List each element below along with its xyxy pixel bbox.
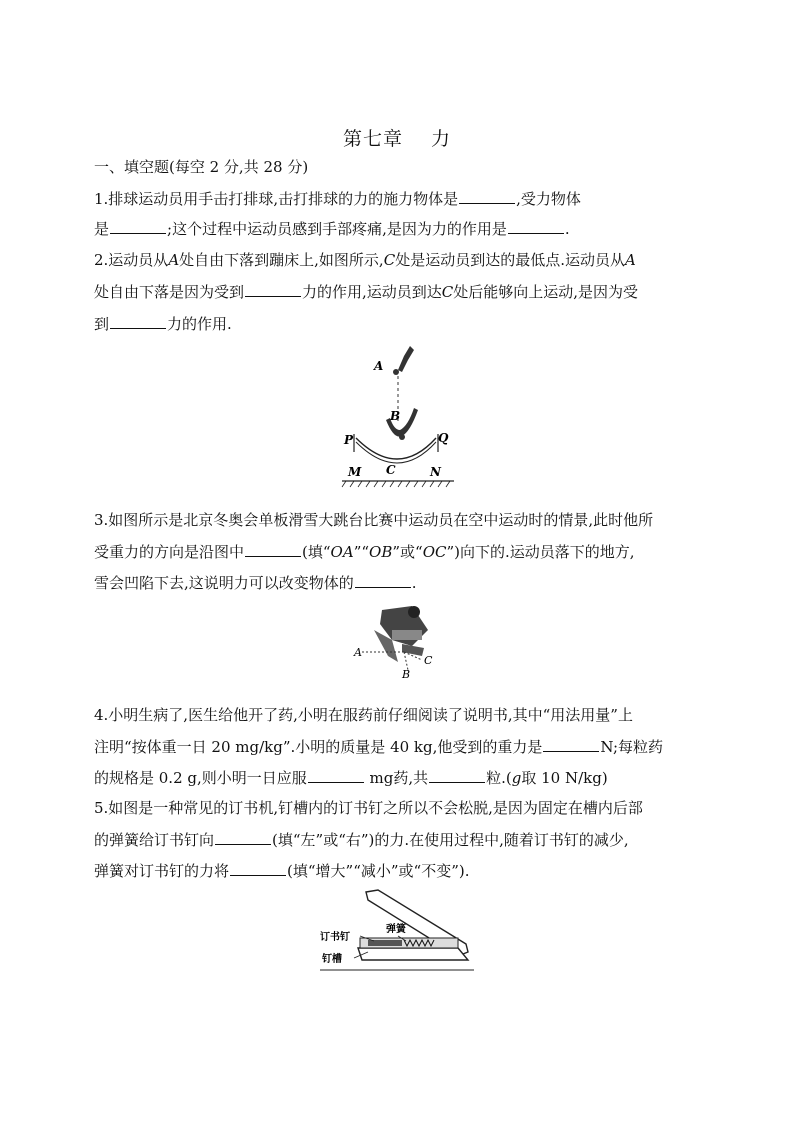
- q2-line1: 2.运动员从A处自由下落到蹦床上,如图所示,C处是运动员到达的最低点.运动员从A: [94, 251, 636, 269]
- trampoline-figure: [338, 340, 458, 492]
- chapter-topic: 力: [431, 128, 452, 150]
- fig2-label-a: A: [354, 646, 362, 659]
- ground-hatch: [342, 481, 450, 487]
- q5-line2: 的弹簧给订书钉向 (填“左”或“右”)的力.在使用过程中,随着订书钉的减少,: [94, 831, 629, 849]
- jumper-top-icon: [393, 346, 414, 375]
- fig1-label-q: Q: [438, 431, 449, 445]
- fig1-label-b: B: [390, 409, 401, 423]
- q4-blank1[interactable]: [543, 737, 599, 752]
- chapter-number: 第七章: [342, 128, 403, 150]
- q2-blank2[interactable]: [110, 314, 166, 329]
- fig1-label-c: C: [386, 463, 396, 477]
- q1-line2: 是 ;这个过程中运动员感到手部疼痛,是因为力的作用是 .: [94, 220, 570, 238]
- q1-line1: 1.排球运动员用手击打排球,击打排球的力的施力物体是 ,受力物体: [94, 190, 581, 208]
- q1-blank2[interactable]: [110, 219, 166, 234]
- fig2-label-b: B: [402, 668, 411, 681]
- chapter-title: [0, 124, 794, 151]
- q4-blank2[interactable]: [308, 768, 364, 783]
- q4-blank3[interactable]: [429, 768, 485, 783]
- section-heading: 一、填空题(每空 2 分,共 28 分): [94, 158, 309, 176]
- q5-blank2[interactable]: [230, 861, 286, 876]
- q4-line1: 4.小明生病了,医生给他开了药,小明在服药前仔细阅读了说明书,其中“用法用量”上: [94, 706, 633, 724]
- q5-blank1[interactable]: [215, 830, 271, 845]
- q4-line2: 注明“按体重一日 20 mg/kg”.小明的质量是 40 kg,他受到的重力是 N;每粒药: [94, 738, 664, 756]
- q4-line3: 的规格是 0.2 g,则小明一日应服 mg药,共 粒.(g取 10 N/kg): [94, 769, 608, 787]
- snowboarder-figure: [352, 600, 444, 682]
- q5-line1: 5.如图是一种常见的订书机,钉槽内的订书钉之所以不会松脱,是因为固定在槽内后部: [94, 799, 643, 817]
- fig1-label-p: P: [344, 433, 354, 447]
- snowboarder-icon: [374, 606, 428, 662]
- stapler-label-spring: 弹簧: [386, 924, 406, 935]
- q3-blank1[interactable]: [245, 542, 301, 557]
- q2-blank1[interactable]: [245, 282, 301, 297]
- fig1-label-a: A: [374, 359, 384, 373]
- fig2-label-c: C: [424, 654, 433, 667]
- fig1-label-m: M: [348, 465, 362, 479]
- stapler-label-groove: 钉槽: [322, 954, 342, 965]
- q2-line2: 处自由下落是因为受到 力的作用,运动员到达C处后能够向上运动,是因为受: [94, 283, 639, 301]
- fig1-label-n: N: [430, 465, 441, 479]
- q3-line3: 雪会凹陷下去,这说明力可以改变物体的 .: [94, 574, 417, 592]
- q1-blank3[interactable]: [508, 219, 564, 234]
- q3-line1: 3.如图所示是北京冬奥会单板滑雪大跳台比赛中运动员在空中运动时的情景,此时他所: [94, 511, 654, 529]
- q1-blank1[interactable]: [459, 189, 515, 204]
- q3-line2: 受重力的方向是沿图中 (填“OA”“OB”或“OC”)向下的.运动员落下的地方,: [94, 543, 635, 561]
- stapler-figure: [318, 888, 478, 976]
- q3-blank2[interactable]: [355, 573, 411, 588]
- q5-line3: 弹簧对订书钉的力将 (填“增大”“减小”或“不变”).: [94, 862, 470, 880]
- q2-line3: 到 力的作用.: [94, 315, 232, 333]
- stapler-label-staple: 订书钉: [320, 932, 350, 943]
